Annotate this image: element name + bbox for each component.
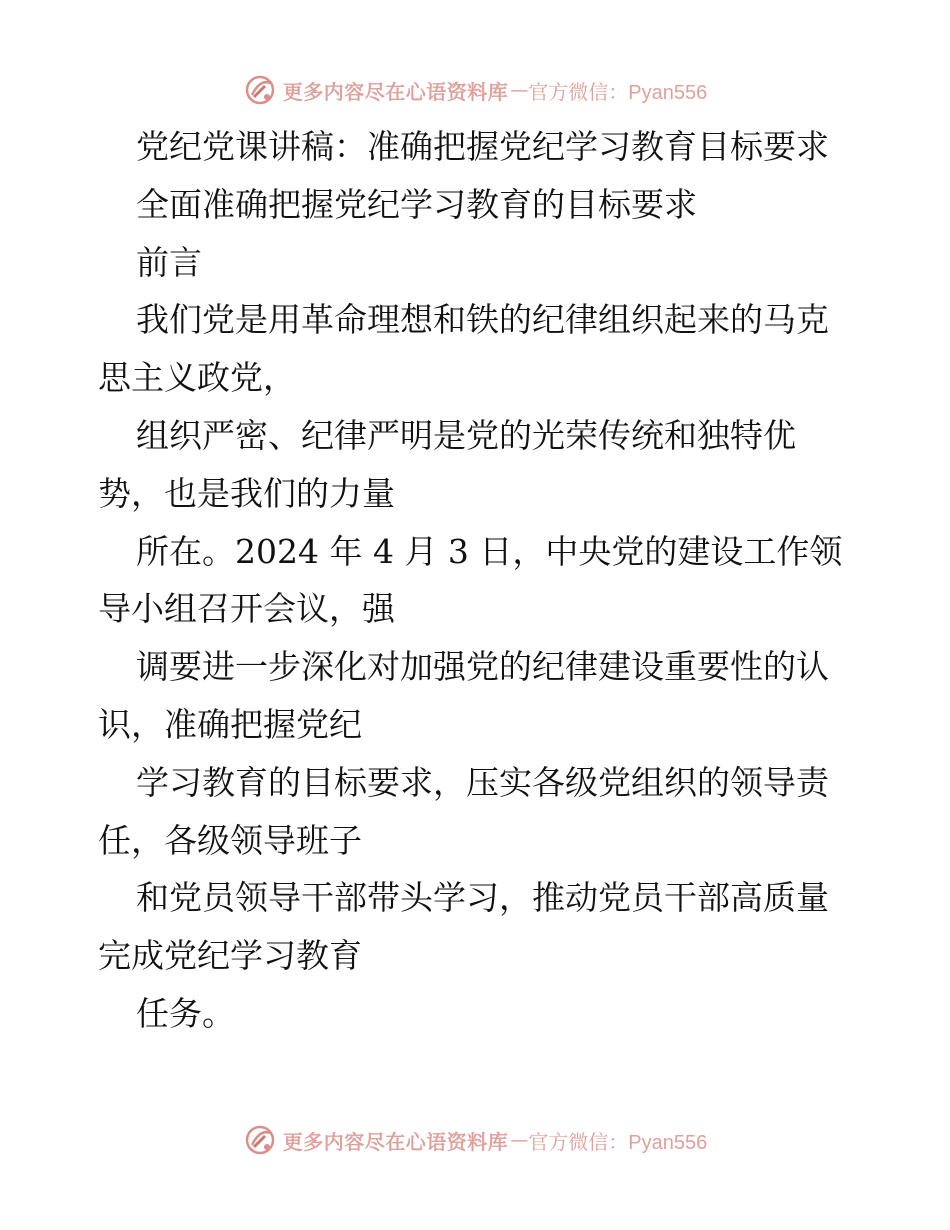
watermark-handle-text: 官方微信：Pyan556 [528, 81, 708, 104]
watermark-main-text: 更多内容尽在心语资料库 [282, 79, 509, 104]
logo-icon [243, 1123, 277, 1157]
document-line: 导小组召开会议，强 [98, 589, 395, 629]
document-line: 组织严密、纪律严明是党的光荣传统和独特优 [136, 415, 796, 455]
document-line: 和党员领导干部带头学习，推动党员干部高质量 [136, 878, 829, 918]
logo-icon [243, 73, 277, 107]
document-line: 任，各级领导班子 [98, 820, 362, 860]
header-watermark [0, 70, 950, 110]
document-line: 思主义政党， [98, 358, 296, 398]
document-line: 学习教育的目标要求，压实各级党组织的领导责 [136, 762, 829, 802]
document-line: 势，也是我们的力量 [98, 473, 395, 513]
document-line: 所在。2024 年 4 月 3 日，中央党的建设工作领 [136, 531, 843, 571]
document-line: 前言 [136, 242, 202, 282]
watermark-separator: — [510, 79, 529, 101]
document-line: 党纪党课讲稿：准确把握党纪学习教育目标要求 [136, 127, 829, 166]
document-line: 调要进一步深化对加强党的纪律建设重要性的认 [136, 647, 829, 687]
document-line: 任务。 [136, 993, 235, 1033]
watermark-handle-text: 官方微信：Pyan556 [528, 1131, 708, 1154]
watermark-separator: — [510, 1129, 529, 1151]
footer-watermark [0, 1120, 950, 1160]
document-line: 识，准确把握党纪 [98, 704, 362, 744]
document-line: 完成党纪学习教育 [98, 936, 362, 976]
watermark-main-text: 更多内容尽在心语资料库 [282, 1129, 509, 1154]
document-line: 全面准确把握党纪学习教育的目标要求 [136, 184, 697, 224]
document-body [98, 118, 858, 1043]
document-line: 我们党是用革命理想和铁的纪律组织起来的马克 [136, 300, 829, 340]
